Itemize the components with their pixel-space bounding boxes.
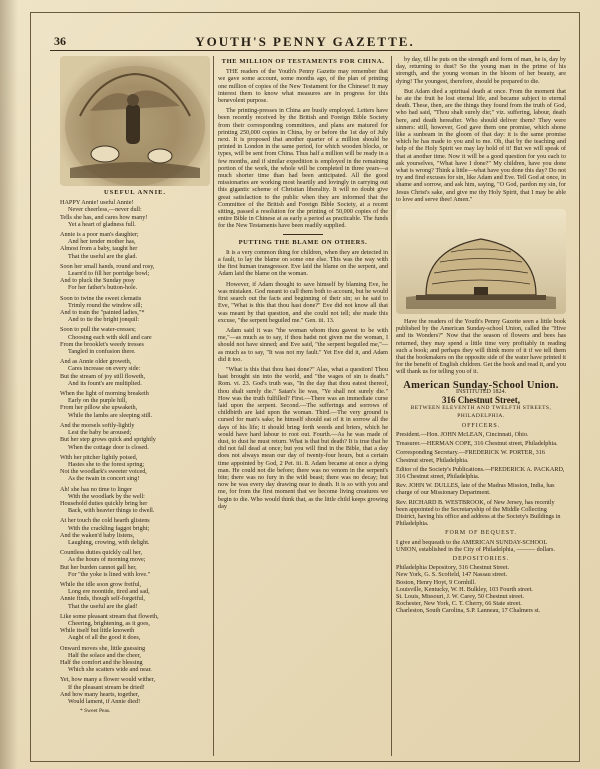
poem-line: Annie is a poor man's daughter; [60, 231, 139, 239]
union-between-streets: BETWEEN ELEVENTH AND TWELFTH STREETS, [410, 405, 552, 412]
union-city: PHILADELPHIA. [457, 412, 505, 419]
poem-stanza [60, 517, 210, 546]
poem-line: Household duties quickly bring her [60, 499, 148, 507]
poem-line: As the twain in concert sing! [68, 475, 140, 483]
poem-line: Back, with heavier things to dwell. [68, 507, 155, 515]
poem-stanza [60, 263, 210, 292]
poem-line: Yet a heart of gladness full. [68, 220, 136, 228]
poem-line: And its fount's are multiplied. [68, 379, 142, 387]
poem-line: From her pillow she upwaketh, [60, 404, 138, 412]
poem-line: With the crackling faggot bright; [68, 524, 150, 532]
poem-line: Never cheerless,—never dull: [68, 206, 142, 214]
column-right [396, 56, 566, 615]
poem-stanza [60, 358, 210, 387]
poem-body [60, 199, 210, 705]
poem-stanza [60, 231, 210, 260]
poem-line: Not the woodlark's sweeter voiced, [60, 468, 147, 476]
poem-line: But the stream of joy still floweth, [60, 372, 146, 380]
woman-with-sheep-engraving-icon [60, 56, 210, 186]
union-instituted: INSTITUTED 1824. [456, 388, 506, 395]
poem-line: Cares increase on every side: [68, 365, 141, 373]
page-number: 36 [54, 34, 66, 48]
article-blame-para-3: Adam said it was "the woman whom thou gavest to be with me,"—as much as to say, if thou hadst not given me the woman, I should not have sinned; and Eve said, "the serpent beguiled me,"—as much as to say, "It was not my fault." Yet Eve did it, and Adam did it too. [218, 326, 388, 363]
poem-line: While the idle soon grow fretful, [60, 580, 142, 588]
poem-stanza [60, 549, 210, 578]
poem-line: While itself but little knoweth [60, 627, 135, 635]
poem-line: Cheering, brightening, as it goes, [68, 619, 150, 627]
officers-heading: OFFICERS. [461, 422, 501, 429]
column-left [60, 56, 210, 715]
poem-stanza [60, 199, 210, 228]
poem-line: With her pitcher lightly poised, [60, 453, 138, 461]
poem-line: And her tender mother has, [68, 238, 136, 246]
poem-line: Laughing, crowing, with delight. [68, 538, 150, 546]
poem-line: At her touch the cold hearth glistens [60, 517, 150, 525]
poem-stanza [60, 326, 210, 355]
article-blame-para-4: "What is this that thou hast done?" Alas, what a question! Thou hast brought sin into the world, and "the wages of sin is death." Rom. vi. 23. God's truth was, "In the day that thou eatest thereof, thou shalt surely die." Satan's lie was, "Ye shall not surely die." How was the truth fulfilled? First.—There was an immediate curse laid upon the serpent. Second.—The sufferings and sorrows of childbirth are laid upon the woman. Third.—The very ground is cursed for man's sake; he himself should eat of it in sorrow all the days of his life; it should bring forth weeds and briers, which he would have hard labour to root out. Fourth.—As he was made of dust, to dust he must return. What is that but death? It is true that he did not fall dead at once; but you will find in the Bible, that a day does not always mean our day of twenty-four hours, but a certain time appointed by God, 2 Pet. iii. 8. Adam became at once a dying man. He could not die before; there was no venom in the serpent's bite; there was no fury in the wild beast; there was no decay; but now he was every day drawing near to death. It is so with you and me, for from the first moment that we become living creatures we begin to die. Who would think that, as the little child keeps growing day [218, 365, 388, 510]
poem-line: When the light of morning breaketh [60, 390, 149, 398]
poem-line: Half the solace and the cheer, [68, 651, 141, 659]
poem-stanza [60, 390, 210, 419]
poem-line: Trimly round the window sill; [68, 301, 143, 309]
poem-line: And the waken'd baby listens, [60, 531, 135, 539]
depository-entry: New York, G. S. Scofield, 147 Nassau street. [396, 571, 508, 579]
poem-line: For her father's button-hole. [68, 284, 138, 292]
poem-line: Tangled in confusion there. [68, 348, 136, 356]
poem-line: Countless duties quickly call her, [60, 549, 143, 557]
poem-line: Hastes she to the forest spring; [68, 460, 145, 468]
poem-line: Choosing each with skill and care [68, 333, 152, 341]
union-title: American Sunday-School Union. [403, 379, 559, 391]
section-divider [283, 234, 323, 235]
article-blame-para-1: It is a very common thing for children, when they are detected in a fault, to lay the blame on some one else. This was the way with the first human transgressor. Eve laid the blame on the serpent, and Adam laid the blame on the woman. [218, 248, 388, 278]
poem-line: For "the yoke is lined with love." [68, 570, 151, 578]
poem-line: Tells she has, and cares how many! [60, 213, 148, 221]
poem-line: Which she scatters wide and near. [68, 666, 152, 674]
poem-line: HAPPY Annie! useful Annie! [60, 199, 134, 207]
officers-list [396, 431, 566, 527]
poem-line: And the morsels softly-lightly [60, 421, 135, 429]
masthead-title: YOUTH'S PENNY GAZETTE. [195, 34, 415, 49]
poem-line: But her burden cannot gall her, [60, 563, 137, 571]
poem-line: Aught of all the good it does, [68, 634, 141, 642]
depository-entry: Louisville, Kentucky, W. H. Bulkley, 103 Fourth street. [396, 585, 533, 593]
officer-entry: Rev. JOHN W. DULLES, late of the Madras Mission, India, has charge of our Missionary Department. [396, 482, 555, 497]
poem-line: And as Annie older groweth, [60, 358, 132, 366]
bequest-text: I give and bequeath to the AMERICAN SUNDAY-SCHOOL UNION, established in the City of Philadelphia, ——— dollars. [396, 538, 555, 553]
continuation-para-1: by day, till he puts on the strength and form of man, he is, day by day, returning to dust? So the young man in the prime of his strength, and the young woman in the bloom of her beauty, are dying! The youngest, therefore, should be prepared to die. [396, 56, 566, 85]
officer-entry: Corresponding Secretary.—FREDERICK W. PORTER, 316 Chestnut street, Philadelphia. [396, 449, 545, 464]
poem-line: Lest the baby be aroused; [68, 429, 132, 437]
poem-stanza [60, 486, 210, 515]
poem-line: Early on the purple hill, [68, 397, 127, 405]
poem-line: Soon her small hands, round and rosy, [60, 262, 155, 270]
depository-entry: Rochester, New York, C. T. Cherry, 66 State street. [396, 600, 522, 608]
column-rule-2 [391, 56, 392, 756]
article-blame-title: PUTTING THE BLAME ON OTHERS. [238, 238, 368, 246]
depository-entry: St. Louis, Missouri, J. W. Carey, 50 Chestnut street. [396, 592, 524, 600]
column-rule-1 [213, 56, 214, 756]
poem-line: Soon to pull the water-cresses; [60, 326, 136, 334]
hive-book-para: Have the readers of the Youth's Penny Gazette seen a little book published by the American Sunday-school Union, called the "Hive and its Wonders?" Now that the season of flowers and bees has returned, they may spend a little time very profitably in reading such a book; and perhaps they will think more of it if we tell them that the bookmakers on the opposite side of the water have printed it for the benefit of English children. Get the book and read it, and you will thank us for telling you of it. [396, 318, 566, 376]
page-edge-shadow [0, 0, 18, 769]
officer-entry: President.—Hon. JOHN McLEAN, Cincinnati, Ohio. [396, 430, 529, 438]
poem-line: Half the comfort and the blessing [60, 658, 143, 666]
article-china-para-2: The printing-presses in China are busily employed. Letters have been recently received by the British and Foreign Bible Society from their corresponding committees, and plans are matured for printing 250,000 copies in China, by or before the 1st day of July next. It is proposed that another quarter of a million should be printed in London in the same period, for which wooden blocks, or types, will be sent from China. Thus half a million will be ready in a few months, and if similar expedition is employed in the remaining portion of the work, the whole will be completed in three years—a much shorter time than had been anticipated. All the good missionaries are working most heartily and lovingly in carrying out this gigantic scheme of Christian liberality. It will no doubt give great satisfaction to the public when they are informed that the Committee of the British and Foreign Bible Society, at a recent sitting, passed a resolution for the printing of 50,000 copies of the entire Bible in Chinese at as early a period as practicable. The funds for the New Testaments have been readily supplied. [218, 107, 388, 230]
poem-line: From the brooklet's weedy tresses [60, 340, 144, 348]
continuation-para-2: But Adam died a spiritual death at once. From the moment that he ate the fruit he lost eternal life, and became subject to eternal death. These, then, are the things they found from the truth of God, who had said, "Thou shalt surely die;" viz. suffering, labour, death here, and death hereafter. Who should deliver them? They were sinners: still, however, God gave them one promise, which shone like a sunbeam in the gloom of that day: it is the same promise which he has made to you and to me. Oh, that by the teaching and help of the Holy Spirit we may lay hold of it! But we will speak of that at another time. Now it will be a good question for you each to ask yourselves, "What have I done?" My children, have you done what is wrong? Think a little—what have you done this day? Do not try and find excuses for sin, like Adam and Eve. Tell God at once, in shame and sorrow, and ask him, saying, "O God, pardon my sin, for Jesus Christ's sake, and give me thy Holy Spirit, that I may be able to love and serve thee! Amen." [396, 87, 566, 203]
poem-line: But her step grows quick and sprightly [60, 436, 156, 444]
officer-entry: Rev. RICHARD B. WESTBROOK, of New Jersey, has recently been appointed to the Secretaryship of the Middle Collecting District, having his office and address at the Society's Buildings in Philadelphia. [396, 498, 561, 528]
poem-line: That the useful are the glad. [68, 252, 138, 260]
poem-line: Almost from a baby, taught her [60, 245, 138, 253]
depositories-list [396, 564, 566, 614]
poem-line: Yet, how many a flower would wither, [60, 676, 156, 684]
poem-stanza [60, 613, 210, 642]
depository-entry: Boston, Henry Hoyt, 9 Cornhill. [396, 578, 476, 586]
poem-title: USEFUL ANNIE. [103, 189, 167, 196]
poem-footnote: * Sweet Peas. [80, 708, 111, 715]
poem-stanza [60, 676, 210, 705]
poem-line: If the pleasant stream be dried! [68, 683, 145, 691]
column-middle [218, 56, 388, 513]
poem-stanza [60, 295, 210, 324]
poem-stanza [60, 422, 210, 451]
officer-entry: Treasurer.—HERMAN COPE, 316 Chestnut street, Philadelphia. [396, 440, 558, 448]
poem-line: Soon to twine the sweet clematis [60, 294, 142, 302]
poem-line: As the hours of morning move; [68, 556, 146, 564]
depository-entry: Philadelphia Depository, 316 Chestnut Street. [396, 564, 510, 572]
poem-line: Ah! she has no time to linger [60, 485, 132, 493]
page-header [50, 34, 560, 51]
beehive-engraving-icon [396, 209, 566, 314]
officer-entry: Editor of the Society's Publications.—FREDERICK A. PACKARD, 316 Chestnut street, Philadelphia. [396, 465, 565, 480]
poem-line: Learn'd to fill her porridge bowl; [68, 270, 150, 278]
poem-stanza [60, 454, 210, 483]
article-blame-para-2: However, if Adam thought to save himself by blaming Eve, he was mistaken. God meant to call them both to account, but he would first search out the facts and beginning of their sin; so he said to Eve, "What is this that thou hast done?" Eve did not know all that was meant by that question, and she could not tell; she made this excuse, "the serpent beguiled me." Gen. iii. 13. [218, 280, 388, 324]
union-address: 316 Chestnut Street, [441, 395, 521, 406]
bequest-heading: FORM OF BEQUEST. [445, 530, 517, 537]
article-china-title: THE MILLION OF TESTAMENTS FOR CHINA. [221, 58, 385, 65]
poem-line: When the cottage door is closed. [68, 443, 149, 451]
poem-line: Would lament, if Annie died! [68, 698, 141, 705]
poem-line: That the useful are the glad! [68, 602, 138, 610]
poem-line: Like some pleasant stream that floweth, [60, 612, 159, 620]
article-china-para-1: THE readers of the Youth's Penny Gazette may remember that we gave some account, some months ago, of the plan of printing one million of copies of the New Testament for the Chinese! It may interest them to know what measures are in progress for this benevolent purpose. [218, 68, 388, 105]
poem-line: Annie finds, though self-forgetful, [60, 595, 145, 603]
poem-line: And to pluck the Sunday posy [60, 277, 135, 285]
poem-stanza [60, 581, 210, 610]
poem-line: And to tie the bright jonquil: [68, 316, 139, 324]
poem-line: Long ere noontide, tired and sad, [68, 588, 150, 596]
poem-line: Onward moves she, little guessing [60, 644, 146, 652]
poem-line: And how many hearts, together, [60, 690, 140, 698]
poem-line: With the woodlark by the well: [68, 492, 145, 500]
poem-line: While the lambs are sleeping still. [68, 411, 153, 419]
poem-stanza [60, 645, 210, 674]
poem-line: And to train the "painted ladies,"* [60, 309, 145, 317]
depositories-heading: DEPOSITORIES. [452, 555, 510, 562]
depository-entry: Charleston, South Carolina, S.P. Lanneau, 17 Chalmers st. [396, 607, 541, 615]
